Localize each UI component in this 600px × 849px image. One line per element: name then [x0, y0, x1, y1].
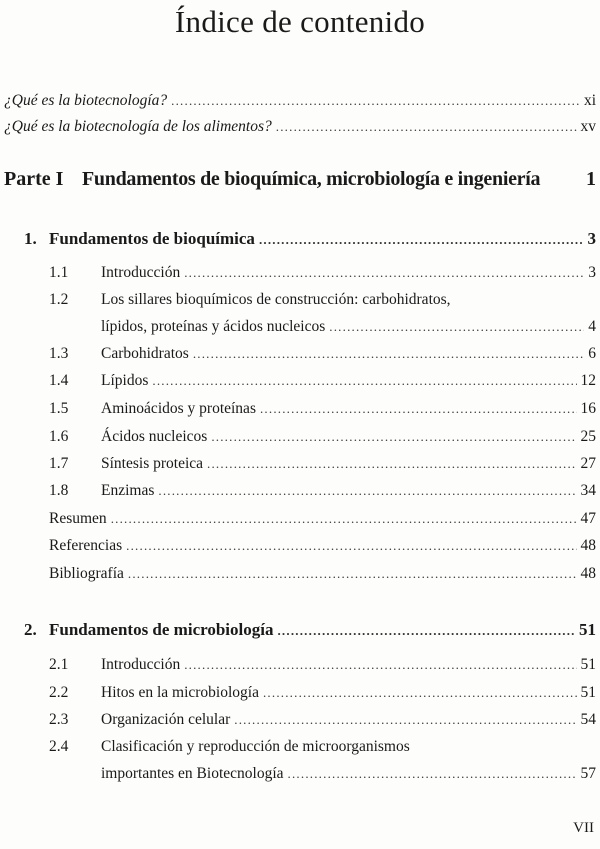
- extra-title: Resumen: [49, 510, 107, 527]
- section-number: 1.2: [49, 291, 69, 308]
- section-page: 51: [580, 656, 596, 673]
- extra-page: 48: [580, 537, 596, 554]
- leader-dots: [184, 657, 576, 673]
- toc-entry-page: xv: [580, 118, 596, 135]
- section-page: 54: [580, 711, 596, 728]
- leader-dots: [211, 429, 576, 445]
- section-page: 4: [588, 318, 596, 335]
- section-title: Síntesis proteica: [101, 455, 204, 472]
- section-title: Organización celular: [101, 711, 231, 728]
- leader-dots: [263, 685, 577, 701]
- chapter-number: 1.: [24, 229, 37, 248]
- section-title: Introducción: [101, 264, 181, 281]
- leader-dots: [158, 483, 576, 499]
- chapter-page: 3: [587, 229, 596, 248]
- toc-section[interactable]: [49, 738, 596, 756]
- toc-entry-page: xi: [583, 92, 596, 109]
- section-title: Ácidos nucleicos: [101, 428, 208, 445]
- part-page: 1: [586, 168, 596, 190]
- page-number: VII: [573, 820, 594, 836]
- toc-section[interactable]: [49, 345, 596, 363]
- toc-section[interactable]: [49, 428, 596, 446]
- section-title: Hitos en la microbiología: [101, 684, 259, 701]
- toc-entry[interactable]: [4, 92, 596, 110]
- section-number: 1.8: [49, 482, 69, 499]
- section-number: 1.6: [49, 428, 69, 445]
- chapter-heading[interactable]: [12, 620, 596, 640]
- section-title: Lípidos: [101, 372, 149, 389]
- toc-extra[interactable]: [49, 565, 596, 583]
- leader-dots: [234, 712, 576, 728]
- toc-section[interactable]: [49, 455, 596, 473]
- toc-section[interactable]: [49, 372, 596, 390]
- toc-section[interactable]: [49, 656, 596, 674]
- extra-page: 48: [580, 565, 596, 582]
- section-title: Enzimas: [101, 482, 155, 499]
- section-title: Introducción: [101, 656, 181, 673]
- section-number: 1.5: [49, 400, 69, 417]
- leader-dots: [259, 232, 584, 248]
- section-number: 1.4: [49, 372, 69, 389]
- toc-section[interactable]: [49, 482, 596, 500]
- part-number: Parte I: [4, 168, 64, 190]
- section-title-continued: importantes en Biotecnología: [101, 765, 284, 782]
- section-page: 34: [580, 482, 596, 499]
- section-page: 57: [580, 765, 596, 782]
- toc-section[interactable]: [49, 400, 596, 418]
- leader-dots: [128, 566, 577, 582]
- page-title: Índice de contenido: [174, 4, 426, 39]
- chapter-page: 51: [579, 620, 596, 639]
- toc-section-continuation[interactable]: [101, 318, 596, 336]
- section-title-continued: lípidos, proteínas y ácidos nucleicos: [101, 318, 326, 335]
- leader-dots: [276, 119, 577, 135]
- section-page: 25: [580, 428, 596, 445]
- toc-section[interactable]: [49, 684, 596, 702]
- section-page: 27: [580, 455, 596, 472]
- toc-section[interactable]: [49, 264, 596, 282]
- toc-section[interactable]: [49, 711, 596, 729]
- leader-dots: [193, 346, 584, 362]
- leader-dots: [111, 511, 577, 527]
- leader-dots: [152, 373, 576, 389]
- extra-page: 47: [580, 510, 596, 527]
- toc-entry[interactable]: [4, 118, 596, 136]
- leader-dots: [171, 93, 580, 109]
- section-number: 2.4: [49, 738, 69, 755]
- section-number: 2.1: [49, 656, 69, 673]
- section-number: 2.2: [49, 684, 69, 701]
- toc-extra[interactable]: [49, 537, 596, 555]
- extra-title: Referencias: [49, 537, 123, 554]
- part-heading[interactable]: [4, 168, 596, 191]
- leader-dots: [126, 538, 576, 554]
- section-number: 1.7: [49, 455, 69, 472]
- toc-entry-label: ¿Qué es la biotecnología?: [4, 92, 168, 109]
- leader-dots: [207, 456, 576, 472]
- leader-dots: [288, 766, 577, 782]
- extra-title: Bibliografía: [49, 565, 124, 582]
- section-number: 2.3: [49, 711, 69, 728]
- toc-section-continuation[interactable]: [101, 765, 596, 783]
- section-number: 1.3: [49, 345, 69, 362]
- toc-entry-label: ¿Qué es la biotecnología de los alimentos?: [4, 118, 272, 135]
- leader-dots: [260, 401, 577, 417]
- section-number: 1.1: [49, 264, 69, 281]
- toc-section[interactable]: [49, 291, 596, 309]
- leader-dots: [277, 623, 575, 639]
- section-page: 6: [588, 345, 596, 362]
- chapter-title: Fundamentos de microbiología: [49, 620, 274, 639]
- section-page: 16: [580, 400, 596, 417]
- section-page: 12: [580, 372, 596, 389]
- section-title: Carbohidratos: [101, 345, 189, 362]
- chapter-heading[interactable]: [12, 229, 596, 249]
- section-page: 51: [580, 684, 596, 701]
- section-title: Clasificación y reproducción de microorganismos: [101, 738, 410, 755]
- section-title: Los sillares bioquímicos de construcción: carbohidratos,: [101, 291, 451, 308]
- leader-dots: [329, 319, 584, 335]
- part-title: Fundamentos de bioquímica, microbiología e ingeniería: [82, 168, 541, 190]
- section-page: 3: [588, 264, 596, 281]
- chapter-title: Fundamentos de bioquímica: [49, 229, 255, 248]
- toc-extra[interactable]: [49, 510, 596, 528]
- leader-dots: [184, 265, 584, 281]
- chapter-number: 2.: [24, 620, 37, 639]
- section-title: Aminoácidos y proteínas: [101, 400, 256, 417]
